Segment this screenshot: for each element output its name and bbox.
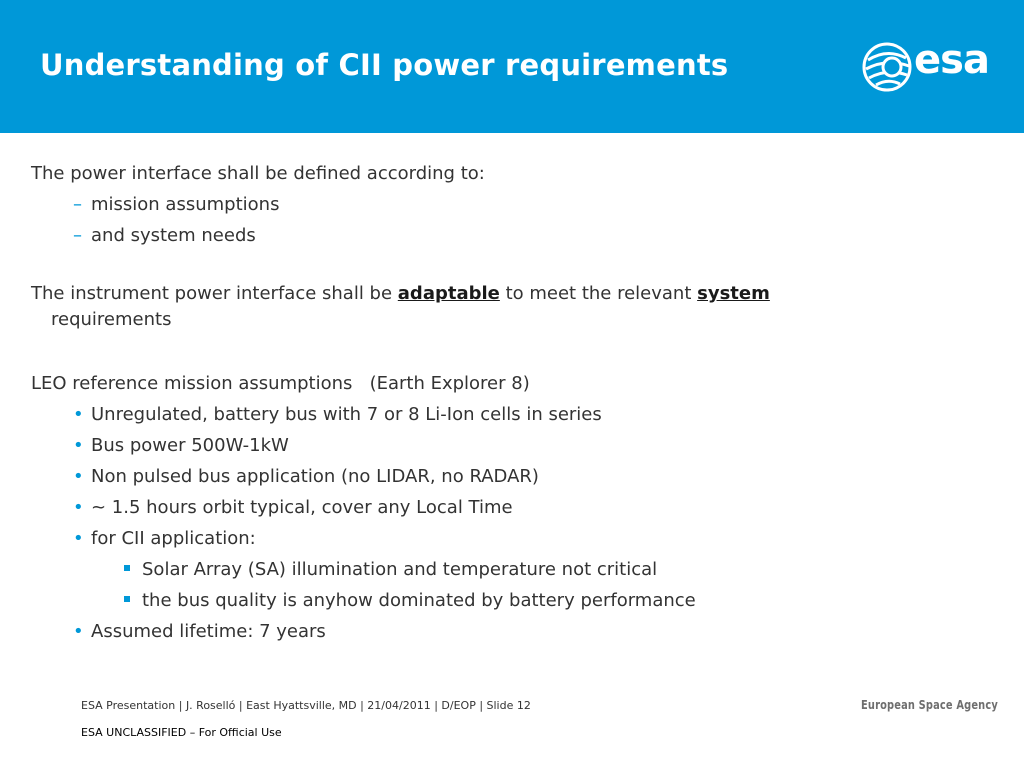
list-item	[31, 523, 991, 554]
sub-list-item-text: Solar Array (SA) illumination and temperature not critical	[142, 559, 658, 580]
list-item-text: mission assumptions	[91, 194, 280, 215]
list-item-text: ~ 1.5 hours orbit typical, cover any Local Time	[91, 497, 513, 518]
emph-adaptable: adaptable	[397, 283, 500, 304]
footer-classification: ESA UNCLASSIFIED – For Official Use	[81, 726, 282, 739]
bullet-icon: •	[73, 621, 84, 642]
emph-system: system	[697, 283, 770, 304]
square-bullet-icon	[124, 596, 130, 602]
agency-name: European Space Agency	[861, 698, 998, 712]
list-item-text: Unregulated, battery bus with 7 or 8 Li-Ion cells in series	[91, 404, 602, 425]
bullet-icon: •	[73, 497, 84, 518]
statement-text: to meet the relevant	[499, 283, 698, 304]
bullet-icon: •	[73, 404, 84, 425]
list-item	[31, 399, 991, 430]
bullet-icon: •	[73, 528, 84, 549]
list-item-text: and system needs	[91, 225, 256, 246]
slide-title: Understanding of CII power requirements	[40, 48, 729, 82]
intro-text: The power interface shall be defined according to:	[31, 163, 485, 184]
dash-bullet-icon: –	[73, 194, 82, 215]
list-item-text: Bus power 500W-1kW	[91, 435, 289, 456]
slide-body	[31, 158, 991, 647]
esa-globe-icon	[862, 40, 914, 94]
slide-header	[0, 0, 1024, 133]
list-item	[31, 430, 991, 461]
list-item	[31, 616, 991, 647]
sub-list-item-text: the bus quality is anyhow dominated by battery performance	[142, 590, 696, 611]
statement-continuation: requirements	[51, 309, 172, 330]
list-item-text: Non pulsed bus application (no LIDAR, no RADAR)	[91, 466, 539, 487]
bullet-icon: •	[73, 466, 84, 487]
square-bullet-icon	[124, 565, 130, 571]
list-item-text: for CII application:	[91, 528, 256, 549]
list-item	[31, 461, 991, 492]
list-item	[31, 492, 991, 523]
list-item	[31, 189, 991, 220]
esa-logo-text: esa	[914, 37, 989, 83]
statement-text: The instrument power interface shall be	[31, 283, 398, 304]
sub-list-item	[31, 585, 991, 616]
footer-presentation-info: ESA Presentation | J. Roselló | East Hyattsville, MD | 21/04/2011 | D/EOP | Slide 12	[81, 699, 531, 712]
list-item-text: Assumed lifetime: 7 years	[91, 621, 326, 642]
list-item	[31, 220, 991, 251]
bullet-icon: •	[73, 435, 84, 456]
sub-list-item	[31, 554, 991, 585]
statement-paragraph	[31, 281, 991, 307]
dash-bullet-icon: –	[73, 225, 82, 246]
leo-heading: LEO reference mission assumptions (Earth Explorer 8)	[31, 373, 530, 394]
esa-logo	[862, 37, 1002, 94]
